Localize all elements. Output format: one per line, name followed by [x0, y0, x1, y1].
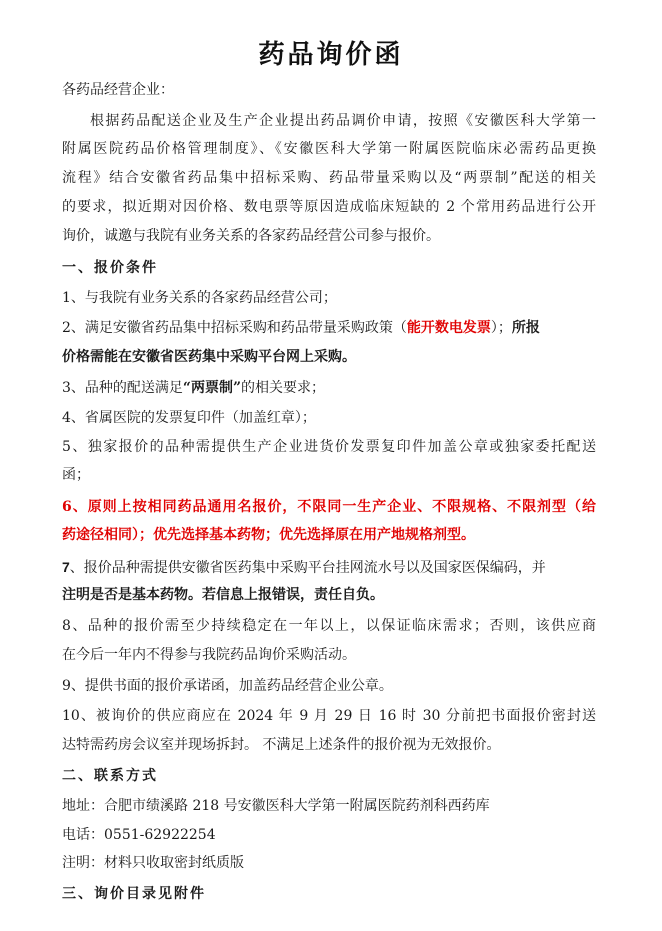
section-heading-conditions: 一、报价条件	[62, 260, 158, 276]
condition-item-1: 1、与我院有业务关系的各家药品经营公司；	[62, 290, 337, 306]
condition-item-6: 6、原则上按相同药品通用名报价，不限同一生产企业、不限规格、不限剂型（给	[62, 499, 596, 515]
contact-phone: 电话：0551-62922254	[62, 827, 216, 843]
condition-item-8-line-2: 在今后一年内不得参与我院药品询价采购活动。	[62, 647, 356, 663]
condition-item-2-bold: 所报	[511, 320, 540, 336]
intro-line-5: 询价，诚邀与我院有业务关系的各家药品经营公司参与报价。	[62, 228, 440, 244]
condition-item-10-line-2: 达特需药房会议室并现场拆封。 不满足上述条件的报价视为无效报价。	[62, 737, 501, 753]
intro-line-2: 附属医院药品价格管理制度》、《安徽医科大学第一附属医院临床必需药品更换	[62, 141, 596, 157]
condition-item-3-bold: “两票制”	[182, 380, 242, 396]
condition-item-7-line-2: 注明是否是基本药物。若信息上报错误，责任自负。	[62, 587, 384, 603]
intro-line-1: 根据药品配送企业及生产企业提出药品调价申请，按照《安徽医科大学第一	[90, 113, 596, 129]
condition-item-7-number: 7	[62, 559, 70, 575]
intro-line-3: 流程》结合安徽省药品集中招标采购、药品带量采购以及“两票制”配送的相关	[62, 170, 596, 186]
condition-item-2-close: ）；	[490, 320, 512, 336]
salutation: 各药品经营企业：	[62, 82, 174, 98]
section-heading-attachment: 三、询价目录见附件	[62, 886, 206, 902]
page-title: 药品询价函	[258, 40, 404, 70]
condition-item-7-text: 、报价品种需提供安徽省医药集中采购平台挂网流水号以及国家医保编码，并	[69, 560, 546, 576]
condition-item-6-line-2: 药途径相同）；优先选择基本药物；优先选择原在用产地规格剂型。	[62, 527, 475, 543]
condition-item-3	[62, 378, 325, 398]
condition-item-2	[62, 318, 540, 338]
condition-item-3-text: 3、品种的配送满足	[62, 380, 183, 396]
condition-item-2-line-2: 价格需能在安徽省医药集中采购平台网上采购。	[62, 349, 356, 365]
condition-item-7	[62, 557, 546, 578]
intro-line-4: 的要求，拟近期对因价格、数电票等原因造成临床短缺的 2 个常用药品进行公开	[62, 199, 596, 215]
contact-note: 注明：材料只收取密封纸质版	[62, 855, 244, 871]
condition-item-8: 8、品种的报价需至少持续稳定在一年以上，以保证临床需求；否则，该供应商	[62, 618, 596, 634]
condition-item-9: 9、提供书面的报价承诺函，加盖药品经营企业公章。	[62, 678, 393, 694]
section-heading-contact: 二、联系方式	[62, 768, 158, 784]
condition-item-4: 4、省属医院的发票复印件（加盖红章）；	[62, 410, 316, 426]
condition-item-5-line-2: 函；	[62, 467, 90, 483]
condition-item-2-text: 2、满足安徽省药品集中招标采购和药品带量采购政策（	[62, 320, 407, 336]
condition-item-10: 10、被询价的供应商应在 2024 年 9 月 29 日 16 时 30 分前把书面报价密封送	[62, 708, 596, 724]
condition-item-3-tail: 的相关要求；	[241, 380, 326, 396]
contact-address: 地址：合肥市绩溪路 218 号安徽医科大学第一附属医院药剂科西药库	[62, 798, 490, 814]
condition-item-2-emphasis: 能开数电发票	[406, 320, 491, 336]
condition-item-5: 5、独家报价的品种需提供生产企业进货价发票复印件加盖公章或独家委托配送	[62, 439, 596, 455]
